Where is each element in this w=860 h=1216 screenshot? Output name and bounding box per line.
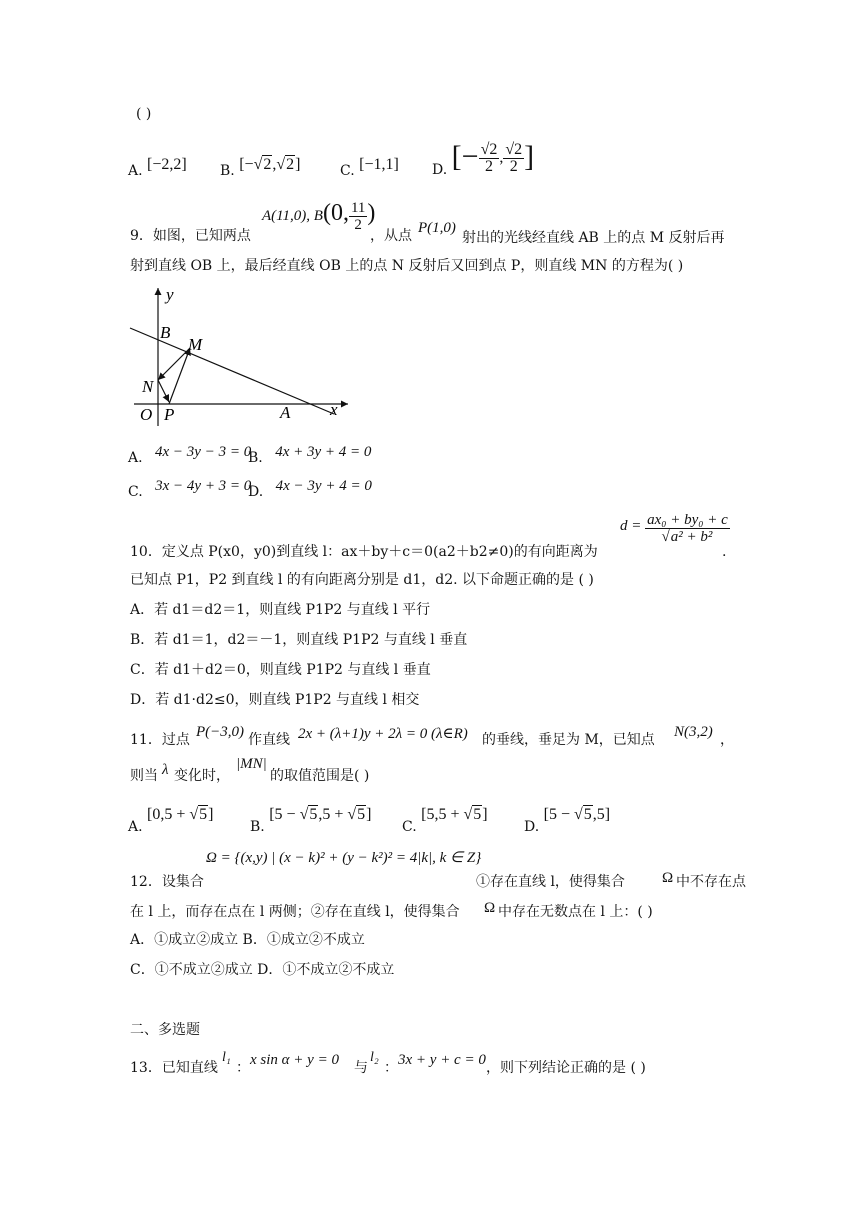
q12-line1-end: 中不存在点: [676, 874, 746, 890]
q11-line2-post: 的取值范围是( ): [270, 768, 370, 784]
q9-point-A: A(11,0), B: [262, 208, 323, 224]
fig-label-N: N: [142, 377, 154, 396]
q13-l2: l₂: [370, 1050, 379, 1065]
q11-option-a-value: [147, 806, 213, 823]
sqrt-icon: √: [661, 529, 670, 545]
q13-eq1: x sin α + y = 0: [250, 1052, 339, 1068]
q8-option-a: [128, 156, 187, 180]
q8-b-close: ]: [295, 156, 301, 173]
q9-points-AB: [262, 200, 375, 233]
sqrt-icon: √: [189, 806, 199, 823]
q11-c-sqrt: 5: [473, 806, 482, 823]
fig-label-A: A: [280, 403, 291, 422]
fig-label-P: P: [164, 405, 175, 424]
q11-option-c-label: C.: [402, 819, 417, 835]
q9-B-close: ): [367, 200, 376, 226]
q10-formula-den: [645, 529, 730, 545]
sqrt-icon: √: [253, 156, 263, 173]
q8-b-sqrt2: 2: [286, 156, 295, 173]
q11-a-close: ]: [208, 806, 214, 823]
q13-colon2: ：: [384, 1060, 398, 1076]
q11-b-pre: [5 −: [269, 806, 300, 823]
q13-colon1: ：: [236, 1060, 250, 1076]
q8-d-frac2: [503, 142, 524, 175]
q11-line2-pre: 则当: [130, 768, 158, 784]
q8-option-b-value: [239, 156, 300, 173]
q9-option-b: [248, 444, 372, 467]
q12-stmt1: ①存在直线 l，使得集合: [476, 874, 625, 890]
q10-formula-frac: [645, 512, 730, 545]
q11-option-b-value: [269, 806, 371, 823]
q11-option-a-label: A.: [128, 819, 143, 835]
q9-line1: [130, 226, 251, 246]
q9-option-d-eq: 4x − 3y + 4 = 0: [275, 478, 372, 494]
q11-d-close: ,5]: [592, 806, 611, 823]
q10-option-d: D．若 d1·d2≤0，则直线 P1P2 与直线 l 相交: [130, 692, 420, 708]
q9-from-text: ，从点: [370, 228, 412, 244]
q10-formula-lhs: d =: [620, 517, 642, 534]
q11-a-pre: [0,5 +: [147, 806, 190, 823]
q13-eq2: 3x + y + c = 0: [398, 1052, 486, 1068]
q10-formula-den-text: a² + b²: [670, 529, 713, 545]
q9-line1-rest: 射出的光线经直线 AB 上的点 M 反射后再: [462, 230, 725, 246]
q8-d-bracket-close: ]: [524, 140, 535, 173]
q9-option-c-label: C.: [128, 484, 143, 500]
q9-B-num: 11: [350, 200, 366, 217]
q10-line1: 10．定义点 P(x0，y0)到直线 l：ax＋by＋c＝0(a2＋b2≠0)的有向距离为: [130, 544, 598, 560]
ray-NP: [158, 380, 169, 402]
sqrt-icon: √: [299, 806, 309, 823]
q10-formula-num: ax₀ + by₀ + c: [647, 512, 728, 528]
q11-c-pre: [5,5 +: [421, 806, 464, 823]
q9-B-den: 2: [354, 217, 362, 234]
q8-d-num2: √2: [505, 140, 523, 158]
q12-options-row1: A．①成立②成立 B．①成立②不成立: [130, 932, 365, 948]
q10-line2: 已知点 P1，P2 到直线 l 的有向距离分别是 d1，d2. 以下命题正确的是 ( ): [130, 572, 594, 588]
q8-option-d: [432, 136, 535, 178]
q9-option-a-label: A.: [128, 450, 143, 466]
q13-post: ，则下列结论正确的是 ( ): [486, 1060, 646, 1076]
q8-b-sqrt1: 2: [263, 156, 272, 173]
q11-lambda: λ: [162, 762, 169, 778]
q10-option-c: C．若 d1＋d2＝0，则直线 P1P2 与直线 l 垂直: [130, 662, 431, 678]
q8-d-den1: 2: [484, 157, 493, 175]
q8-b-comma: ,: [272, 156, 277, 173]
q11-option-a: [128, 806, 214, 836]
q11-option-b-label: B.: [250, 819, 265, 835]
ray-MN: [158, 348, 190, 380]
q9-intro: 9．如图，已知两点: [130, 228, 251, 244]
q13-with: 与: [354, 1060, 368, 1076]
fig-label-M: M: [188, 335, 203, 354]
q9-option-b-eq: 4x + 3y + 4 = 0: [275, 444, 372, 460]
q10-option-b: B．若 d1＝1，d2＝－1，则直线 P1P2 与直线 l 垂直: [130, 632, 468, 648]
q11-end: ，: [720, 732, 734, 748]
q9-option-d: [248, 478, 372, 501]
q12-omega-2: Ω: [484, 900, 496, 916]
q8-option-c: [340, 156, 399, 180]
q9-B-open: (0,: [322, 200, 349, 226]
q11-d-sqrt: 5: [583, 806, 592, 823]
q10-option-a: A．若 d1＝d2＝1，则直线 P1P2 与直线 l 平行: [130, 602, 431, 618]
q8-d-den2: 2: [509, 157, 518, 175]
q11-b-mid: ,5 +: [318, 806, 348, 823]
q9-option-a: [128, 444, 252, 467]
q8-d-comma: ,: [499, 149, 504, 166]
fig-label-O: O: [140, 405, 153, 424]
q8-option-a-value: [−2,2]: [147, 156, 187, 173]
q9-option-d-label: D.: [248, 484, 264, 500]
q8-d-num1: √2: [480, 140, 498, 158]
q11-option-c: [402, 806, 488, 836]
q9-line2: 射到直线 OB 上，最后经直线 OB 上的点 N 反射后又回到点 P，则直线 MN 的方程为( ): [130, 258, 684, 274]
q8-option-c-label: C.: [340, 163, 355, 179]
q9-figure: [120, 284, 360, 430]
q11-d-pre: [5 −: [543, 806, 574, 823]
q13-l1: l₁: [222, 1050, 231, 1065]
q8-b-open: [−: [239, 156, 254, 173]
q12-line2-post: 中存在无数点在 l 上：( ): [498, 904, 653, 920]
q12-line2-pre: 在 l 上，而存在点在 l 两侧；②存在直线 l，使得集合: [130, 904, 460, 920]
q11-option-d-label: D.: [524, 819, 540, 835]
q9-option-a-eq: 4x − 3y − 3 = 0: [155, 444, 252, 460]
q11-line-eq: 2x + (λ+1)y + 2λ = 0 (λ∈R): [298, 726, 468, 742]
q11-mid2: 的垂线，垂足为 M，已知点: [482, 732, 655, 748]
q11-line2-mid: 变化时，: [174, 768, 230, 784]
q11-MN: |MN|: [236, 756, 267, 772]
sqrt-icon: √: [574, 806, 583, 823]
q11-point-N: N(3,2): [674, 724, 713, 740]
q12-omega-1: Ω: [662, 870, 674, 886]
fig-label-x: x: [330, 400, 338, 419]
q8-option-c-value: [−1,1]: [359, 156, 399, 173]
sqrt-icon: √: [276, 156, 286, 173]
q10-line1-end: .: [722, 544, 727, 560]
q12-intro: 12．设集合: [130, 874, 204, 890]
q8-option-d-label: D.: [432, 162, 448, 178]
q9-option-b-label: B.: [248, 450, 263, 466]
q8-d-bracket-open: [−: [451, 140, 479, 173]
q11-b-close: ]: [366, 806, 372, 823]
fig-label-B: B: [160, 323, 171, 342]
q11-b-sqrt2: 5: [357, 806, 366, 823]
q13-intro: 13．已知直线: [130, 1060, 218, 1076]
q11-intro: 11．过点: [130, 732, 190, 748]
fig-label-y: y: [166, 285, 174, 304]
section-heading-multiple-choice: 二、多选题: [130, 1022, 200, 1038]
q11-option-d-value: [544, 806, 610, 823]
q12-options-row2: C．①不成立②成立 D．①不成立②不成立: [130, 962, 395, 978]
q9-B-frac: [349, 200, 367, 233]
q8-option-d-value: [452, 136, 534, 175]
q11-a-sqrt: 5: [199, 806, 208, 823]
ray-PM: [169, 348, 190, 404]
q9-point-P: P(1,0): [418, 220, 456, 236]
q11-option-b: [250, 806, 372, 836]
q9-option-c: [128, 478, 252, 501]
q8-option-b-label: B.: [220, 163, 235, 179]
sqrt-icon: √: [347, 806, 357, 823]
q11-option-c-value: [421, 806, 487, 823]
q8-d-frac1: [479, 142, 500, 175]
q9-option-c-eq: 3x − 4y + 3 = 0: [155, 478, 252, 494]
q11-b-sqrt1: 5: [309, 806, 318, 823]
q11-mid1: 作直线: [248, 732, 290, 748]
q11-point-P: P(−3,0): [196, 724, 245, 740]
q12-set-definition: Ω = {(x,y) | (x − k)² + (y − k²)² = 4|k|, k ∈ Z}: [206, 850, 482, 866]
q11-option-d: [524, 806, 611, 836]
q11-c-close: ]: [482, 806, 488, 823]
q8-answer-paren: ( ): [136, 106, 152, 122]
sqrt-icon: √: [463, 806, 473, 823]
q8-option-a-label: A.: [128, 163, 143, 179]
q10-distance-formula: [620, 512, 730, 545]
q8-option-b: [220, 156, 301, 180]
